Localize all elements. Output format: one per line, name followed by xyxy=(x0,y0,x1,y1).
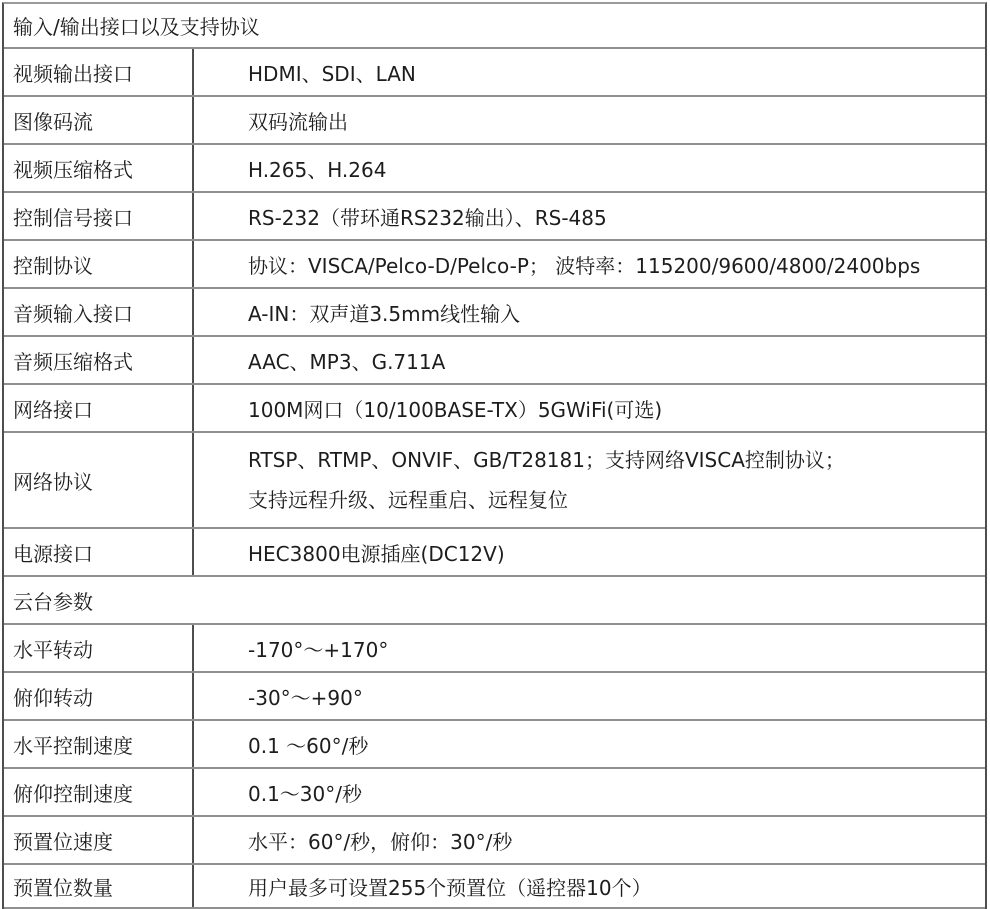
section-header-row xyxy=(4,577,985,625)
table-row xyxy=(4,865,985,909)
row-label: 网络协议 xyxy=(4,433,194,527)
table-row xyxy=(4,769,985,817)
table-row xyxy=(4,241,985,289)
table-row xyxy=(4,625,985,673)
row-label: 控制协议 xyxy=(4,241,194,287)
row-value: AAC、MP3、G.711A xyxy=(248,349,446,374)
row-label: 图像码流 xyxy=(4,97,194,143)
row-value: 协议：VISCA/Pelco-D/Pelco-P； 波特率：115200/9600/4800/2400bps xyxy=(248,253,921,278)
table-row xyxy=(4,193,985,241)
spec-table xyxy=(2,2,987,909)
row-label: 俯仰转动 xyxy=(4,673,194,719)
row-value-line-2: 支持远程升级、远程重启、远程复位 xyxy=(248,488,568,512)
row-value: 0.1～30°/秒 xyxy=(248,781,362,806)
table-row xyxy=(4,289,985,337)
row-label: 网络接口 xyxy=(4,385,194,431)
row-label: 音频输入接口 xyxy=(4,289,194,335)
row-value: A-IN：双声道3.5mm线性输入 xyxy=(248,301,521,326)
table-row xyxy=(4,673,985,721)
table-row xyxy=(4,337,985,385)
row-label: 俯仰控制速度 xyxy=(4,769,194,815)
table-row xyxy=(4,433,985,529)
row-label: 预置位数量 xyxy=(4,865,194,907)
section-title: 输入/输出接口以及支持协议 xyxy=(13,15,260,39)
row-value: 双码流输出 xyxy=(248,109,348,134)
section-title: 云台参数 xyxy=(13,589,93,614)
row-label: 音频压缩格式 xyxy=(4,337,194,383)
table-row xyxy=(4,145,985,193)
row-value-line-1: RTSP、RTMP、ONVIF、GB/T28181；支持网络VISCA控制协议； xyxy=(248,448,845,472)
row-value: 0.1 ～60°/秒 xyxy=(248,733,369,758)
row-value: 水平：60°/秒，俯仰：30°/秒 xyxy=(248,829,513,854)
row-label: 预置位速度 xyxy=(4,817,194,863)
row-label: 视频压缩格式 xyxy=(4,145,194,191)
row-label: 水平转动 xyxy=(4,625,194,671)
row-value: -170°～+170° xyxy=(248,637,389,662)
row-label: 水平控制速度 xyxy=(4,721,194,767)
table-row xyxy=(4,529,985,577)
table-row xyxy=(4,817,985,865)
row-value: 用户最多可设置255个预置位（遥控器10个） xyxy=(248,875,652,900)
table-row xyxy=(4,97,985,145)
row-label: 视频输出接口 xyxy=(4,49,194,95)
row-value: HDMI、SDI、LAN xyxy=(248,61,416,86)
row-value xyxy=(194,433,985,527)
row-label: 控制信号接口 xyxy=(4,193,194,239)
table-row xyxy=(4,49,985,97)
table-row xyxy=(4,721,985,769)
section-header-row xyxy=(4,4,985,49)
table-row xyxy=(4,385,985,433)
row-value: HEC3800电源插座(DC12V) xyxy=(248,541,505,566)
row-label: 电源接口 xyxy=(4,529,194,575)
row-value: H.265、H.264 xyxy=(248,157,387,182)
row-value: 100M网口（10/100BASE-TX）5GWiFi(可选) xyxy=(248,397,663,422)
row-value: -30°～+90° xyxy=(248,685,363,710)
row-value: RS-232（带环通RS232输出）、RS-485 xyxy=(248,205,607,230)
